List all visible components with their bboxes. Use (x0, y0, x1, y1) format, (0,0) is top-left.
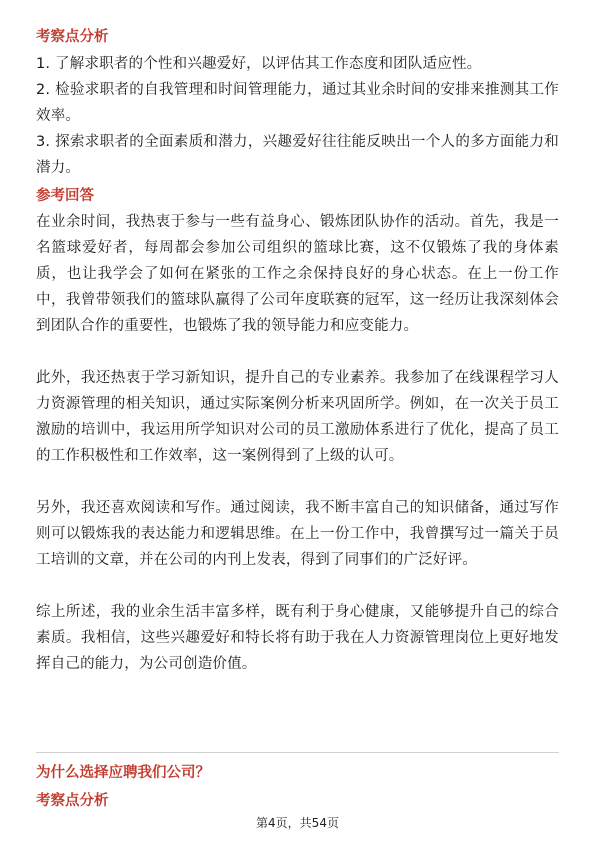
answer-body (36, 209, 559, 677)
section-heading-analysis-next: 考察点分析 (36, 793, 109, 809)
answer-paragraph: 另外，我还喜欢阅读和写作。通过阅读，我不断丰富自己的知识储备，通过写作则可以锻炼我的表达能力和逻辑思维。在上一份工作中，我曾撰写过一篇关于员工培训的文章，并在公司的内刊上发表，得到了同事们的广泛好评。 (36, 500, 559, 568)
page-number: 第4页，共54页 (256, 816, 339, 830)
answer-paragraph: 综上所述，我的业余生活丰富多样，既有利于身心健康，又能够提升自己的综合素质。我相信，这些兴趣爱好和特长将有助于我在人力资源管理岗位上更好地发挥自己的能力，为公司创造价值。 (36, 604, 559, 672)
section-heading-analysis: 考察点分析 (36, 29, 109, 45)
list-item: 3. 探索求职者的全面素质和潜力，兴趣爱好往往能反映出一个人的多方面能力和潜力。 (36, 134, 559, 176)
page-content (36, 26, 559, 677)
answer-paragraph: 在业余时间，我热衷于参与一些有益身心、锻炼团队协作的活动。首先，我是一名篮球爱好者，每周都会参加公司组织的篮球比赛，这不仅锻炼了我的身体素质，也让我学会了如何在紧张的工作之余保持良好的身心状态。在上一份工作中，我曾带领我们的篮球队赢得了公司年度联赛的冠军，这一经历让我深刻体会到团队合作的重要性，也锻炼了我的领导能力和应变能力。 (36, 214, 559, 334)
list-item: 1. 了解求职者的个性和兴趣爱好，以评估其工作态度和团队适应性。 (36, 56, 482, 72)
section-heading-answer: 参考回答 (36, 188, 94, 204)
answer-paragraph: 此外，我还热衷于学习新知识，提升自己的专业素养。我参加了在线课程学习人力资源管理的相关知识，通过实际案例分析来巩固所学。例如，在一次关于员工激励的培训中，我运用所学知识对公司的员工激励体系进行了优化，提高了员工的工作积极性和工作效率，这一案例得到了上级的认可。 (36, 370, 559, 464)
section-divider (36, 752, 559, 753)
list-item: 2. 检验求职者的自我管理和时间管理能力，通过其业余时间的安排来推测其工作效率。 (36, 82, 559, 124)
analysis-list (36, 51, 559, 181)
question-title: 为什么选择应聘我们公司？ (36, 765, 210, 781)
